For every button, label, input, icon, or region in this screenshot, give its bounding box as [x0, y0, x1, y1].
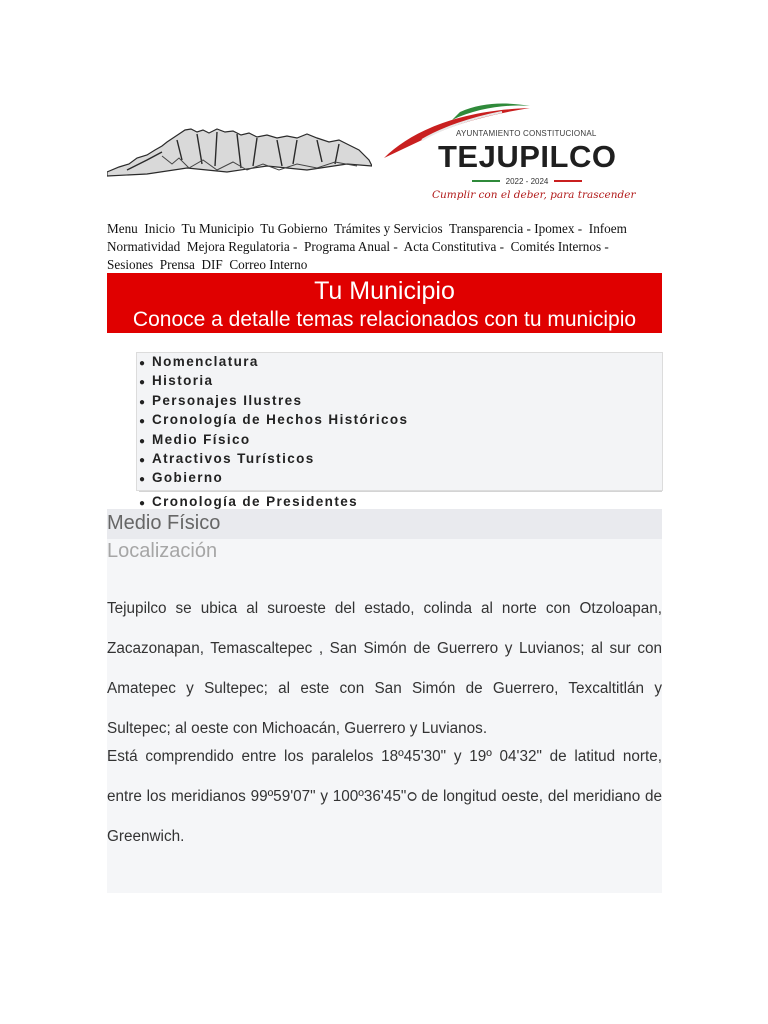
bullet-icon: ● [139, 497, 146, 509]
nav-programa-anual[interactable]: Programa Anual - [304, 239, 398, 254]
topic-submenu [136, 352, 663, 509]
logo-years: 2022 - 2024 [505, 176, 549, 186]
header-logo[interactable] [107, 95, 662, 215]
nav-tu-gobierno[interactable]: Tu Gobierno [260, 221, 328, 236]
submenu-item-label: Cronología de Presidentes [152, 493, 359, 509]
bullet-icon: ● [139, 416, 146, 428]
nav-mejora-regulatoria[interactable]: Mejora Regulatoria - [186, 239, 298, 254]
submenu-item-medio-fisico[interactable] [139, 431, 662, 450]
submenu-item-personajes[interactable] [139, 392, 662, 411]
section-banner [107, 273, 662, 333]
nav-sesiones[interactable]: Sesiones [107, 257, 154, 272]
nav-menu[interactable]: Menu [107, 221, 138, 236]
submenu-item-label: Historia [152, 373, 214, 389]
submenu-item-cronologia-hechos[interactable] [139, 411, 662, 430]
main-nav [107, 220, 662, 274]
banner-subtitle: Conoce a detalle temas relacionados con tu municipio [132, 308, 637, 331]
submenu-item-gobierno[interactable] [139, 469, 662, 488]
logo-name: TEJUPILCO [438, 139, 617, 174]
bullet-icon: ● [139, 435, 146, 447]
submenu-item-label: Personajes Ilustres [152, 392, 303, 408]
nav-infoem[interactable]: Infoem [588, 221, 627, 236]
submenu-item-historia[interactable] [139, 372, 662, 391]
submenu-item-label: Atractivos Turísticos [152, 451, 315, 467]
banner-title: Tu Municipio [314, 277, 455, 305]
bullet-icon: ● [139, 358, 146, 369]
logo-ayuntamiento: AYUNTAMIENTO CONSTITUCIONAL [456, 129, 597, 138]
nav-comites-internos[interactable]: Comités Internos - [510, 239, 609, 254]
submenu-item-nomenclatura[interactable] [139, 353, 662, 372]
body-text [107, 589, 662, 857]
nav-transparencia[interactable]: Transparencia - [449, 221, 531, 236]
green-line [472, 180, 500, 182]
nav-tramites[interactable]: Trámites y Servicios [333, 221, 443, 236]
submenu-item-label: Cronología de Hechos Históricos [152, 412, 409, 428]
bullet-icon: ● [139, 396, 146, 408]
paragraph: Está comprendido entre los paralelos 18º45'30" y 19º 04'32" de latitud norte, entre los meridianos 99º59'07" y 100º36'45"ഠ de longitud oeste, del meridiano de Greenwich. [107, 748, 662, 845]
nav-dif[interactable]: DIF [201, 257, 223, 272]
bullet-icon: ● [139, 377, 146, 389]
nav-tu-municipio[interactable]: Tu Municipio [181, 221, 254, 236]
paragraph: Tejupilco se ubica al suroeste del estado, colinda al norte con Otzoloapan, Zacazonapan, Temascaltepec , San Simón de Guerrero y Luvianos; al sur con Amatepec y Sultepec; al este con San Simón de Guerrero, Texcaltitlán y Sultepec; al oeste con Michoacán, Guerrero y Luvianos. [107, 600, 662, 737]
red-line [554, 180, 582, 182]
logo-slogan: Cumplir con el deber, para trascender [432, 189, 636, 201]
nav-prensa[interactable]: Prensa [159, 257, 195, 272]
logo-text [432, 123, 642, 213]
nav-correo-interno[interactable]: Correo Interno [229, 257, 308, 272]
section-title: Medio Físico [107, 512, 221, 534]
logo-years-row [472, 175, 582, 187]
nav-inicio[interactable]: Inicio [144, 221, 176, 236]
nav-normatividad[interactable]: Normatividad [107, 239, 181, 254]
submenu-item-label: Medio Físico [152, 431, 251, 447]
bullet-icon: ● [139, 455, 146, 467]
submenu-item-label: Nomenclatura [152, 354, 259, 369]
bullet-icon: ● [139, 474, 146, 486]
submenu-item-label: Gobierno [152, 470, 224, 486]
section-subtitle: Localización [107, 540, 218, 562]
submenu-item-atractivos[interactable] [139, 450, 662, 469]
nav-ipomex[interactable]: Ipomex - [534, 221, 583, 236]
nav-acta-constitutiva[interactable]: Acta Constitutiva - [403, 239, 505, 254]
mountains-logo-icon [107, 120, 372, 180]
